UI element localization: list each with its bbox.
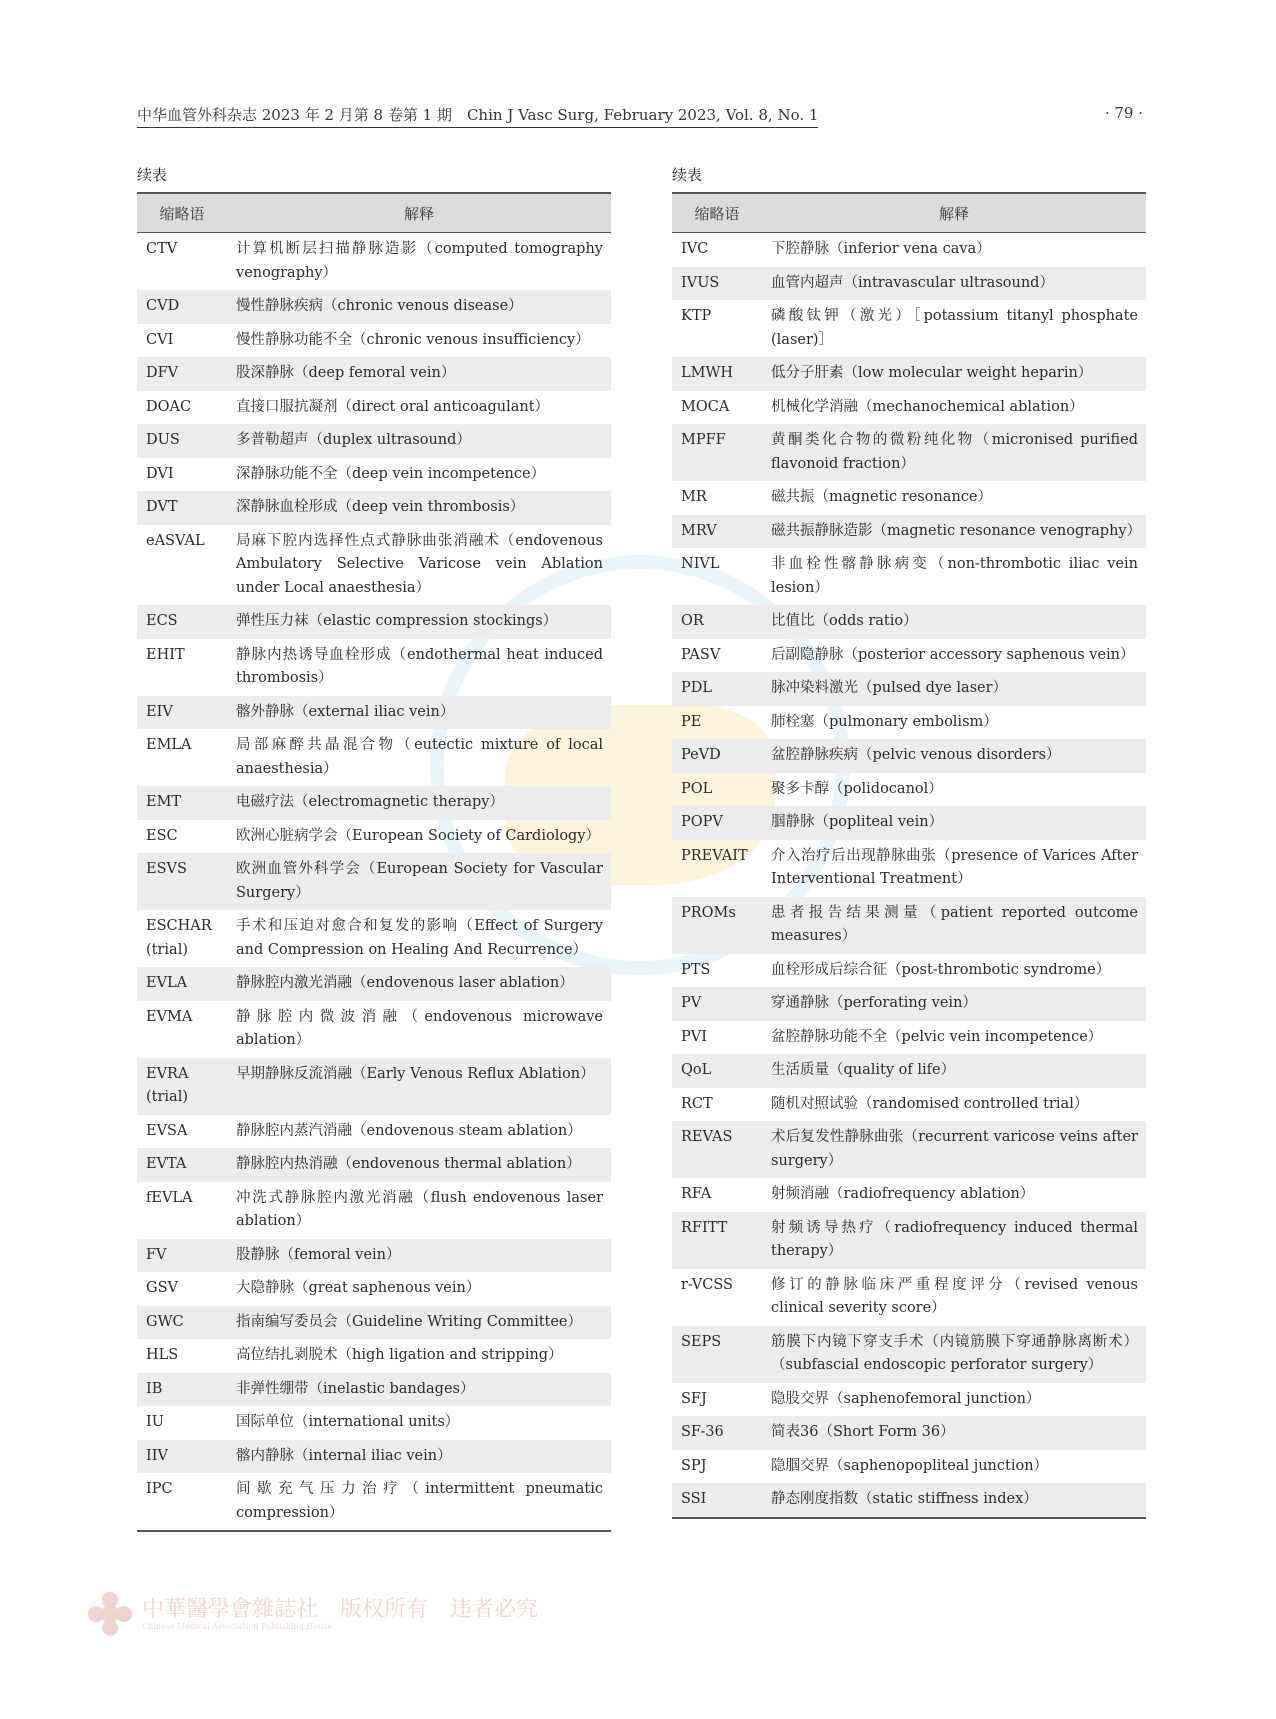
abbreviation-cell: DUS — [137, 424, 227, 458]
table-row — [672, 1054, 1146, 1088]
explanation-cell: 深静脉功能不全（deep vein incompetence） — [236, 465, 546, 482]
abbreviation-cell: CVI — [146, 331, 174, 348]
abbreviation-cell: SSI — [672, 1483, 762, 1518]
explanation-cell: 股静脉（femoral vein） — [227, 1239, 611, 1273]
abbreviation-cell: POPV — [672, 806, 762, 840]
explanation-cell: 隐腘交界（saphenopopliteal junction） — [771, 1457, 1049, 1474]
abbreviation-cell: EHIT — [146, 646, 185, 663]
explanation-cell: 筋膜下内镜下穿支手术（内镜筋膜下穿通静脉离断术）（subfascial endoscopic perforator surgery） — [762, 1326, 1146, 1383]
abbreviation-cell: EIV — [137, 696, 227, 730]
abbreviation-cell: PV — [672, 987, 762, 1021]
abbreviation-cell: IU — [146, 1414, 164, 1430]
table-row — [137, 458, 611, 492]
explanation-cell: 静态刚度指数（static stiffness index） — [762, 1483, 1146, 1518]
explanation-cell: 磁共振（magnetic resonance） — [771, 489, 992, 505]
abbreviation-cell: IVUS — [672, 267, 762, 301]
table-row — [137, 853, 611, 910]
table-row — [672, 672, 1146, 706]
abbreviation-cell: DOAC — [146, 398, 192, 415]
abbreviation-cell: RFA — [681, 1186, 712, 1202]
journal-citation: 中华血管外科杂志 2023 年 2 月第 8 卷第 1 期 Chin J Vasc Surg, February 2023, Vol. 8, No. 1 — [137, 104, 818, 128]
explanation-cell: 射频消融（radiofrequency ablation） — [771, 1186, 1035, 1202]
abbreviation-cell: LMWH — [672, 357, 762, 391]
explanation-cell: 指南编写委员会（Guideline Writing Committee） — [227, 1306, 611, 1340]
abbreviation-cell: fEVLA — [146, 1189, 193, 1206]
abbreviation-cell: EVRA (trial) — [137, 1058, 227, 1115]
abbreviation-cell: IPC — [137, 1473, 227, 1531]
table-row — [672, 300, 1146, 357]
explanation-cell: 射频诱导热疗（radiofrequency induced thermal therapy） — [762, 1212, 1146, 1269]
abbreviation-cell: SFJ — [681, 1390, 707, 1407]
explanation-cell: 非弹性绷带（inelastic bandages） — [227, 1373, 611, 1407]
table-row — [672, 706, 1146, 740]
explanation-cell: 比值比（odds ratio） — [762, 605, 1146, 639]
explanation-cell: 手术和压迫对愈合和复发的影响（Effect of Surgery and Compression on Healing And Recurrence） — [236, 918, 603, 958]
table-row — [137, 391, 611, 425]
table-row — [137, 820, 611, 854]
abbreviation-cell: DFV — [137, 357, 227, 391]
explanation-cell: 后副隐静脉（posterior accessory saphenous vein） — [771, 646, 1135, 663]
table-row — [137, 1406, 611, 1440]
explanation-cell: 患者报告结果测量（patient reported outcome measures） — [762, 897, 1146, 954]
table-row — [137, 786, 611, 820]
table-header-row — [137, 193, 611, 233]
table-row — [137, 1001, 611, 1058]
table-row — [672, 1269, 1146, 1326]
abbreviation-cell: EVTA — [137, 1148, 227, 1182]
explanation-cell: 血栓形成后综合征（post-thrombotic syndrome） — [771, 961, 1111, 978]
explanation-cell: 静脉腔内激光消融（endovenous laser ablation） — [227, 967, 611, 1001]
explanation-cell: 大隐静脉（great saphenous vein） — [236, 1280, 481, 1296]
abbreviation-cell: OR — [672, 605, 762, 639]
abbreviation-cell: eASVAL — [146, 532, 205, 549]
abbreviation-cell: EVLA — [137, 967, 227, 1001]
explanation-cell: 冲洗式静脉腔内激光消融（flush endovenous laser ablation） — [236, 1189, 603, 1229]
explanation-cell: 穿通静脉（perforating vein） — [762, 987, 1146, 1021]
explanation-cell: 静脉腔内微波消融（endovenous microwave ablation） — [236, 1008, 603, 1048]
abbreviation-cell: EMT — [137, 786, 227, 820]
abbreviation-cell: EVSA — [146, 1122, 188, 1139]
table-row — [137, 605, 611, 639]
explanation-cell: 随机对照试验（randomised controlled trial） — [771, 1095, 1089, 1112]
abbreviation-cell: SF-36 — [672, 1416, 762, 1450]
explanation-cell: 低分子肝素（low molecular weight heparin） — [762, 357, 1146, 391]
abbreviation-cell: SEPS — [672, 1326, 762, 1383]
table-row — [672, 1178, 1146, 1212]
table-continued-label: 续表 — [672, 166, 703, 184]
abbreviation-cell: GWC — [137, 1306, 227, 1340]
abbreviation-cell: PE — [681, 713, 702, 730]
explanation-cell: 术后复发性静脉曲张（recurrent varicose veins after surgery） — [762, 1121, 1146, 1178]
table-row — [672, 739, 1146, 773]
explanation-cell: 聚多卡醇（polidocanol） — [771, 780, 943, 797]
abbreviation-cell: PVI — [681, 1028, 707, 1045]
column-header-explanation: 解释 — [227, 193, 611, 233]
table-row — [672, 1326, 1146, 1383]
table-row — [137, 1440, 611, 1474]
abbreviation-cell: ESC — [146, 827, 178, 844]
table-header-row — [672, 193, 1146, 233]
abbreviation-cell: PASV — [681, 646, 721, 663]
explanation-cell: 弹性压力袜（elastic compression stockings） — [227, 605, 611, 639]
table-row — [137, 1339, 611, 1373]
abbreviation-cell: RFITT — [672, 1212, 762, 1269]
explanation-cell: 高位结扎剥脱术（high ligation and stripping） — [236, 1347, 563, 1363]
table-row — [137, 967, 611, 1001]
abbreviation-cell: PREVAIT — [681, 847, 748, 864]
explanation-cell: 多普勒超声（duplex ultrasound） — [227, 424, 611, 458]
abbreviation-cell: NIVL — [681, 556, 720, 572]
table-row — [137, 1272, 611, 1306]
explanation-cell: 静脉腔内蒸汽消融（endovenous steam ablation） — [236, 1122, 582, 1139]
table-row — [672, 267, 1146, 301]
explanation-cell: 深静脉血栓形成（deep vein thrombosis） — [227, 491, 611, 525]
table-row — [137, 1373, 611, 1407]
table-row — [672, 1212, 1146, 1269]
table-row — [137, 290, 611, 324]
explanation-cell: 盆腔静脉疾病（pelvic venous disorders） — [762, 739, 1146, 773]
abbreviation-cell: MPFF — [672, 424, 762, 481]
abbreviation-cell: r-VCSS — [681, 1276, 733, 1293]
table-row — [137, 233, 611, 291]
table-row — [672, 233, 1146, 267]
running-header — [137, 104, 1143, 128]
abbreviation-cell: HLS — [146, 1347, 179, 1363]
table-row — [672, 357, 1146, 391]
table-row — [672, 424, 1146, 481]
abbreviation-cell: KTP — [681, 308, 712, 324]
explanation-cell: 间歇充气压力治疗（intermittent pneumatic compression） — [227, 1473, 611, 1531]
explanation-cell: 局部麻醉共晶混合物（eutectic mixture of local anaesthesia） — [236, 737, 603, 777]
table-row — [137, 1182, 611, 1239]
explanation-cell: 静脉内热诱导血栓形成（endothermal heat induced thrombosis） — [236, 646, 603, 686]
explanation-cell: 简表36（Short Form 36） — [762, 1416, 1146, 1450]
explanation-cell: 盆腔静脉功能不全（pelvic vein incompetence） — [771, 1028, 1103, 1045]
table-row — [137, 1115, 611, 1149]
abbreviation-cell: CTV — [146, 241, 178, 257]
table-row — [137, 1473, 611, 1531]
table-row — [672, 840, 1146, 897]
explanation-cell: 血管内超声（intravascular ultrasound） — [762, 267, 1146, 301]
table-row — [672, 1450, 1146, 1484]
explanation-cell: 黄酮类化合物的微粉纯化物（micronised purified flavonoid fraction） — [762, 424, 1146, 481]
abbreviation-cell: REVAS — [672, 1121, 762, 1178]
table-row — [137, 424, 611, 458]
abbreviation-cell: QoL — [672, 1054, 762, 1088]
table-row — [137, 639, 611, 696]
table-row — [137, 1239, 611, 1273]
abbreviation-table-right — [672, 164, 1146, 1519]
table-row — [672, 639, 1146, 673]
explanation-cell: 慢性静脉功能不全（chronic venous insufficiency） — [236, 331, 590, 348]
abbreviation-cell: CVD — [137, 290, 227, 324]
abbreviation-cell: ECS — [137, 605, 227, 639]
explanation-cell: 磁共振静脉造影（magnetic resonance venography） — [762, 515, 1146, 549]
abbreviation-table-left — [137, 164, 611, 1532]
abbreviation-cell: DVI — [146, 465, 174, 482]
abbreviation-table — [137, 192, 611, 1532]
abbreviation-table — [672, 192, 1146, 1519]
explanation-cell: 静脉腔内热消融（endovenous thermal ablation） — [227, 1148, 611, 1182]
table-row — [672, 1121, 1146, 1178]
table-row — [672, 1088, 1146, 1122]
table-row — [672, 806, 1146, 840]
explanation-cell: 欧洲心脏病学会（European Society of Cardiology） — [236, 827, 601, 844]
abbreviation-cell: ESVS — [137, 853, 227, 910]
table-row — [137, 491, 611, 525]
page-number: · 79 · — [1104, 104, 1143, 122]
abbreviation-cell: EMLA — [146, 737, 192, 753]
explanation-cell: 腘静脉（popliteal vein） — [762, 806, 1146, 840]
flower-logo-icon — [86, 1590, 134, 1638]
abbreviation-cell: PTS — [681, 961, 711, 978]
explanation-cell: 早期静脉反流消融（Early Venous Reflux Ablation） — [227, 1058, 611, 1115]
abbreviation-cell: GSV — [146, 1280, 178, 1296]
table-row — [672, 954, 1146, 988]
explanation-cell: 磷酸钛钾（激光）［potassium titanyl phosphate (laser)］ — [771, 308, 1138, 348]
table-row — [672, 1383, 1146, 1417]
table-row — [672, 481, 1146, 515]
abbreviation-cell: MR — [681, 489, 707, 505]
explanation-cell: 电磁疗法（electromagnetic therapy） — [227, 786, 611, 820]
table-row — [137, 1148, 611, 1182]
abbreviation-cell: DVT — [137, 491, 227, 525]
table-row — [137, 324, 611, 358]
abbreviation-cell: EVMA — [146, 1008, 193, 1025]
table-continued-label: 续表 — [137, 166, 168, 184]
explanation-cell: 机械化学消融（mechanochemical ablation） — [771, 398, 1084, 415]
explanation-cell: 下腔静脉（inferior vena cava） — [771, 241, 991, 257]
table-row — [672, 1416, 1146, 1450]
abbreviation-cell: IVC — [681, 241, 709, 257]
explanation-cell: 国际单位（international units） — [236, 1414, 460, 1430]
column-header-explanation: 解释 — [762, 193, 1146, 233]
explanation-cell: 修订的静脉临床严重程度评分（revised venous clinical severity score） — [771, 1276, 1138, 1316]
table-row — [137, 910, 611, 967]
explanation-cell: 脉冲染料激光（pulsed dye laser） — [762, 672, 1146, 706]
table-row — [137, 729, 611, 786]
explanation-cell: 肺栓塞（pulmonary embolism） — [771, 713, 998, 730]
column-header-abbreviation: 缩略语 — [137, 193, 227, 233]
publisher-logo-subtext: Chinese Medical Association Publishing House — [142, 1622, 333, 1631]
abbreviation-cell: POL — [681, 780, 713, 797]
table-row — [672, 391, 1146, 425]
abbreviation-cell: PeVD — [672, 739, 762, 773]
table-row — [672, 605, 1146, 639]
table-row — [672, 515, 1146, 549]
abbreviation-cell: ESCHAR (trial) — [146, 918, 212, 958]
abbreviation-cell: SPJ — [681, 1457, 707, 1474]
explanation-cell: 隐股交界（saphenofemoral junction） — [771, 1390, 1041, 1407]
table-row — [672, 1483, 1146, 1518]
table-row — [672, 548, 1146, 605]
table-row — [672, 987, 1146, 1021]
publisher-logo — [86, 1590, 566, 1640]
table-row — [137, 1058, 611, 1115]
explanation-cell: 局麻下腔内选择性点式静脉曲张消融术（endovenous Ambulatory Selective Varicose vein Ablation under Local anaesthesia） — [236, 532, 603, 596]
table-row — [137, 525, 611, 606]
explanation-cell: 股深静脉（deep femoral vein） — [227, 357, 611, 391]
table-row — [672, 773, 1146, 807]
explanation-cell: 欧洲血管外科学会（European Society for Vascular Surgery） — [227, 853, 611, 910]
abbreviation-cell: PDL — [672, 672, 762, 706]
explanation-cell: 慢性静脉疾病（chronic venous disease） — [227, 290, 611, 324]
explanation-cell: 髂内静脉（internal iliac vein） — [227, 1440, 611, 1474]
explanation-cell: 非血栓性髂静脉病变（non-thrombotic iliac vein lesion） — [771, 556, 1138, 596]
explanation-cell: 直接口服抗凝剂（direct oral anticoagulant） — [236, 398, 550, 415]
column-header-abbreviation: 缩略语 — [672, 193, 762, 233]
explanation-cell: 生活质量（quality of life） — [762, 1054, 1146, 1088]
abbreviation-cell: RCT — [681, 1095, 713, 1112]
table-row — [672, 1021, 1146, 1055]
abbreviation-cell: MRV — [672, 515, 762, 549]
explanation-cell: 介入治疗后出现静脉曲张（presence of Varices After Interventional Treatment） — [771, 847, 1138, 887]
abbreviation-cell: IIV — [137, 1440, 227, 1474]
table-row — [672, 897, 1146, 954]
publisher-logo-text: 中華醫學會雜誌社 版权所有 违者必究 — [142, 1597, 539, 1622]
table-row — [137, 1306, 611, 1340]
abbreviation-cell: PROMs — [672, 897, 762, 954]
abbreviation-cell: FV — [137, 1239, 227, 1273]
table-row — [137, 357, 611, 391]
abbreviation-cell: MOCA — [681, 398, 730, 415]
table-row — [137, 696, 611, 730]
abbreviation-cell: IB — [137, 1373, 227, 1407]
explanation-cell: 计算机断层扫描静脉造影（computed tomography venography） — [236, 241, 603, 281]
explanation-cell: 髂外静脉（external iliac vein） — [227, 696, 611, 730]
